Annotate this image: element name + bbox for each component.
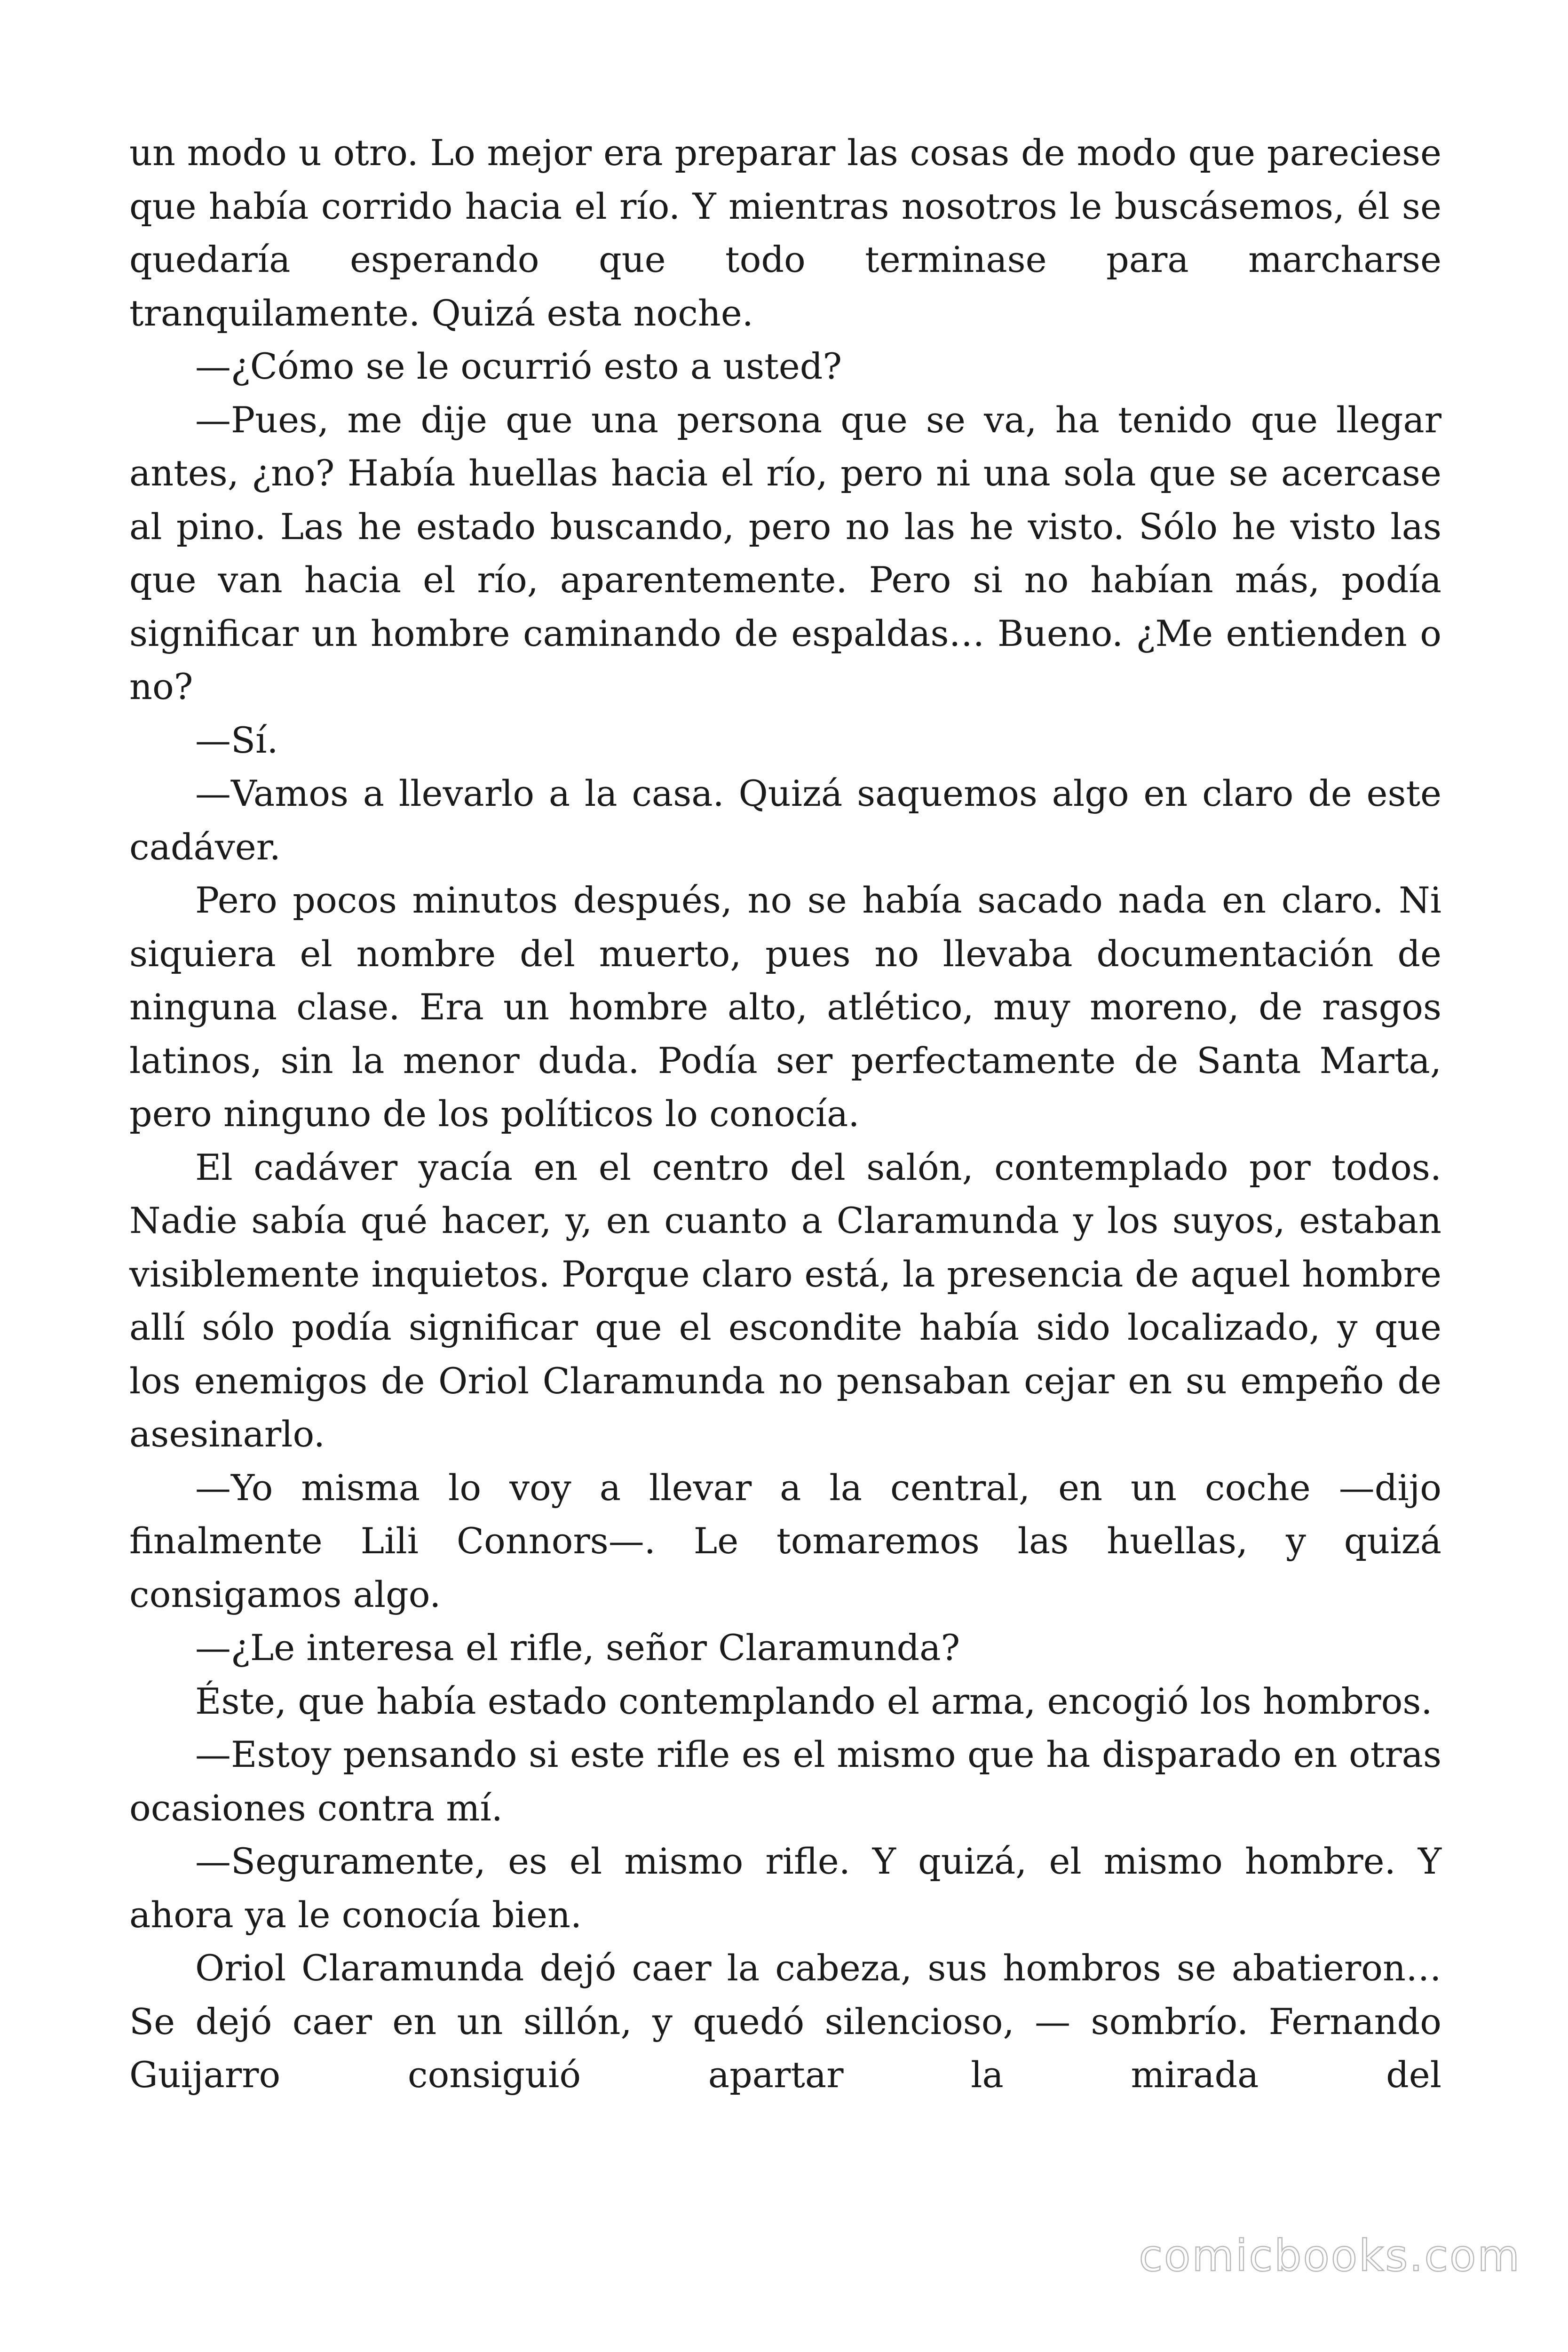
paragraph-6: Pero pocos minutos después, no se había sacado nada en claro. Ni siquiera el nombre del muerto, pues no llevaba documentación de ninguna clase. Era un hombre alto, atlético, muy moreno, de rasgos latinos, sin la menor duda. Podía ser perfectamente de Santa Marta, pero ninguno de los políticos lo conocía. [129, 879, 1441, 1135]
paragraph-10: Éste, que había estado contemplando el arma, encogió los hombros. [195, 1680, 1433, 1722]
paragraph-7: El cadáver yacía en el centro del salón, contemplado por todos. Nadie sabía qué hacer, y, en cuanto a Claramunda y los suyos, estaban visiblemente inquietos. Porque claro está, la presencia de aquel hombre allí sólo podía significar que el escondite había sido localizado, y que los enemigos de Oriol Claramunda no pensaban cejar en su empeño de asesinarlo. [129, 1146, 1441, 1455]
paragraph-4: —Sí. [195, 719, 278, 761]
paragraph-5: —Vamos a llevarlo a la casa. Quizá saquemos algo en claro de este cadáver. [129, 772, 1441, 868]
paragraph-13: Oriol Claramunda dejó caer la cabeza, sus hombros se abatieron… Se dejó caer en un sillón, y quedó silencioso, — sombrío. Fernando Guijarro consiguió apartar la mirada del [129, 1947, 1441, 2096]
paragraph-11: —Estoy pensando si este rifle es el mismo que ha disparado en otras ocasiones contra mí. [129, 1733, 1441, 1829]
paragraph-8: —Yo misma lo voy a llevar a la central, en un coche —dijo finalmente Lili Connors—. Le tomaremos las huellas, y quizá consigamos algo. [129, 1466, 1441, 1615]
watermark-text: comicbooks.com [1139, 2231, 1521, 2281]
paragraph-9: —¿Le interesa el rifle, señor Claramunda? [195, 1627, 960, 1669]
paragraph-3: —Pues, me dije que una persona que se va, ha tenido que llegar antes, ¿no? Había huellas hacia el río, pero ni una sola que se acercase al pino. Las he estado buscando, pero no las he visto. Sólo he visto las que van hacia el río, aparentemente. Pero si no habían más, podía significar un hombre caminando de espaldas… Bueno. ¿Me entienden o no? [129, 398, 1441, 707]
paragraph-2: —¿Cómo se le ocurrió esto a usted? [195, 345, 842, 387]
paragraph-1: un modo u otro. Lo mejor era preparar las cosas de modo que pareciese que había corrido hacia el río. Y mientras nosotros le buscásemos, él se quedaría esperando que todo terminase para marcharse tranquilamente. Quizá esta noche. [129, 132, 1441, 334]
body-text [129, 126, 1441, 2102]
paragraph-12: —Seguramente, es el mismo rifle. Y quizá, el mismo hombre. Y ahora ya le conocía bien. [129, 1840, 1441, 1936]
